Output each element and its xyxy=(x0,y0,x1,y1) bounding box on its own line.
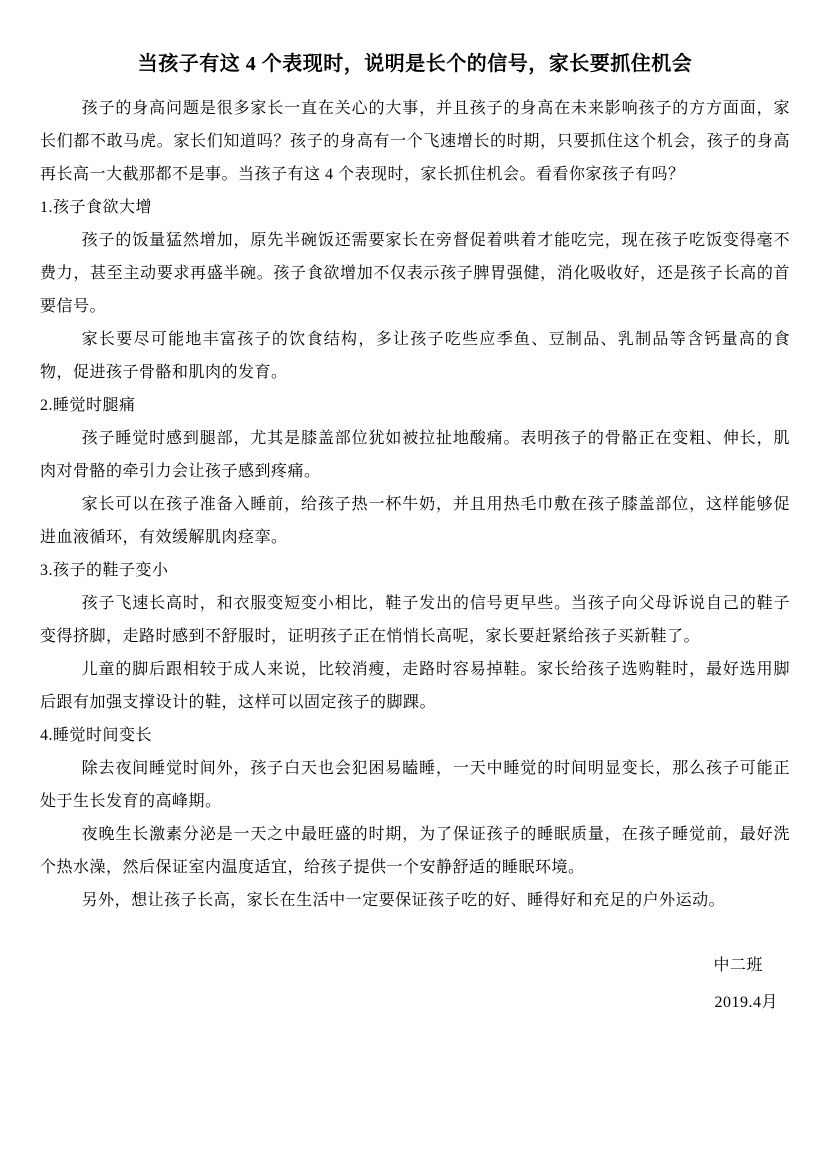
section-4-paragraph-3: 另外，想让孩子长高，家长在生活中一定要保证孩子吃的好、睡得好和充足的户外运动。 xyxy=(81,892,726,909)
section-3-paragraph-2: 儿童的脚后跟相较于成人来说，比较消瘦，走路时容易掉鞋。家长给孩子选购鞋时，最好选用脚后跟有加强支撑设计的鞋，这样可以固定孩子的脚踝。 xyxy=(40,661,790,711)
section-1-paragraph-2: 家长要尽可能地丰富孩子的饮食结构，多让孩子吃些应季鱼、豆制品、乳制品等含钙量高的食物，促进孩子骨骼和肌肉的发育。 xyxy=(40,331,790,381)
signature-author: 中二班 xyxy=(713,957,763,974)
section-3-paragraph-1: 孩子飞速长高时，和衣服变短变小相比，鞋子发出的信号更早些。当孩子向父母诉说自己的鞋子变得挤脚，走路时感到不舒服时，证明孩子正在悄悄长高呢，家长要赶紧给孩子买新鞋了。 xyxy=(40,595,790,645)
intro-paragraph: 孩子的身高问题是很多家长一直在关心的大事，并且孩子的身高在未来影响孩子的方方面面，家长们都不敢马虎。家长们知道吗？孩子的身高有一个飞速增长的时期，只要抓住这个机会，孩子的身高再长高一大截那都不是事。当孩子有这 4 个表现时，家长抓住机会。看看你家孩子有吗？ xyxy=(40,100,790,183)
section-2-heading: 2.睡觉时腿痛 xyxy=(40,397,136,414)
signature-block xyxy=(40,947,790,1021)
section-1-paragraph-1: 孩子的饭量猛然增加，原先半碗饭还需要家长在旁督促着哄着才能吃完，现在孩子吃饭变得毫不费力，甚至主动要求再盛半碗。孩子食欲增加不仅表示孩子脾胃强健，消化吸收好，还是孩子长高的首要信号。 xyxy=(40,232,790,315)
section-3-heading: 3.孩子的鞋子变小 xyxy=(40,562,169,579)
section-2-paragraph-2: 家长可以在孩子准备入睡前，给孩子热一杯牛奶，并且用热毛巾敷在孩子膝盖部位，这样能够促进血液循环，有效缓解肌肉痉挛。 xyxy=(40,496,790,546)
section-1-heading: 1.孩子食欲大增 xyxy=(40,199,153,216)
section-4-paragraph-2: 夜晚生长激素分泌是一天之中最旺盛的时期，为了保证孩子的睡眠质量，在孩子睡觉前，最好洗个热水澡，然后保证室内温度适宜，给孩子提供一个安静舒适的睡眠环境。 xyxy=(40,826,790,876)
signature-date: 2019.4月 xyxy=(714,994,778,1011)
section-4-heading: 4.睡觉时间变长 xyxy=(40,727,153,744)
document-title: 当孩子有这 4 个表现时，说明是长个的信号，家长要抓住机会 xyxy=(137,53,693,75)
section-2-paragraph-1: 孩子睡觉时感到腿部，尤其是膝盖部位犹如被拉扯地酸痛。表明孩子的骨骼正在变粗、伸长，肌肉对骨骼的牵引力会让孩子感到疼痛。 xyxy=(40,430,790,480)
section-4-paragraph-1: 除去夜间睡觉时间外，孩子白天也会犯困易瞌睡，一天中睡觉的时间明显变长，那么孩子可能正处于生长发育的高峰期。 xyxy=(40,760,790,810)
